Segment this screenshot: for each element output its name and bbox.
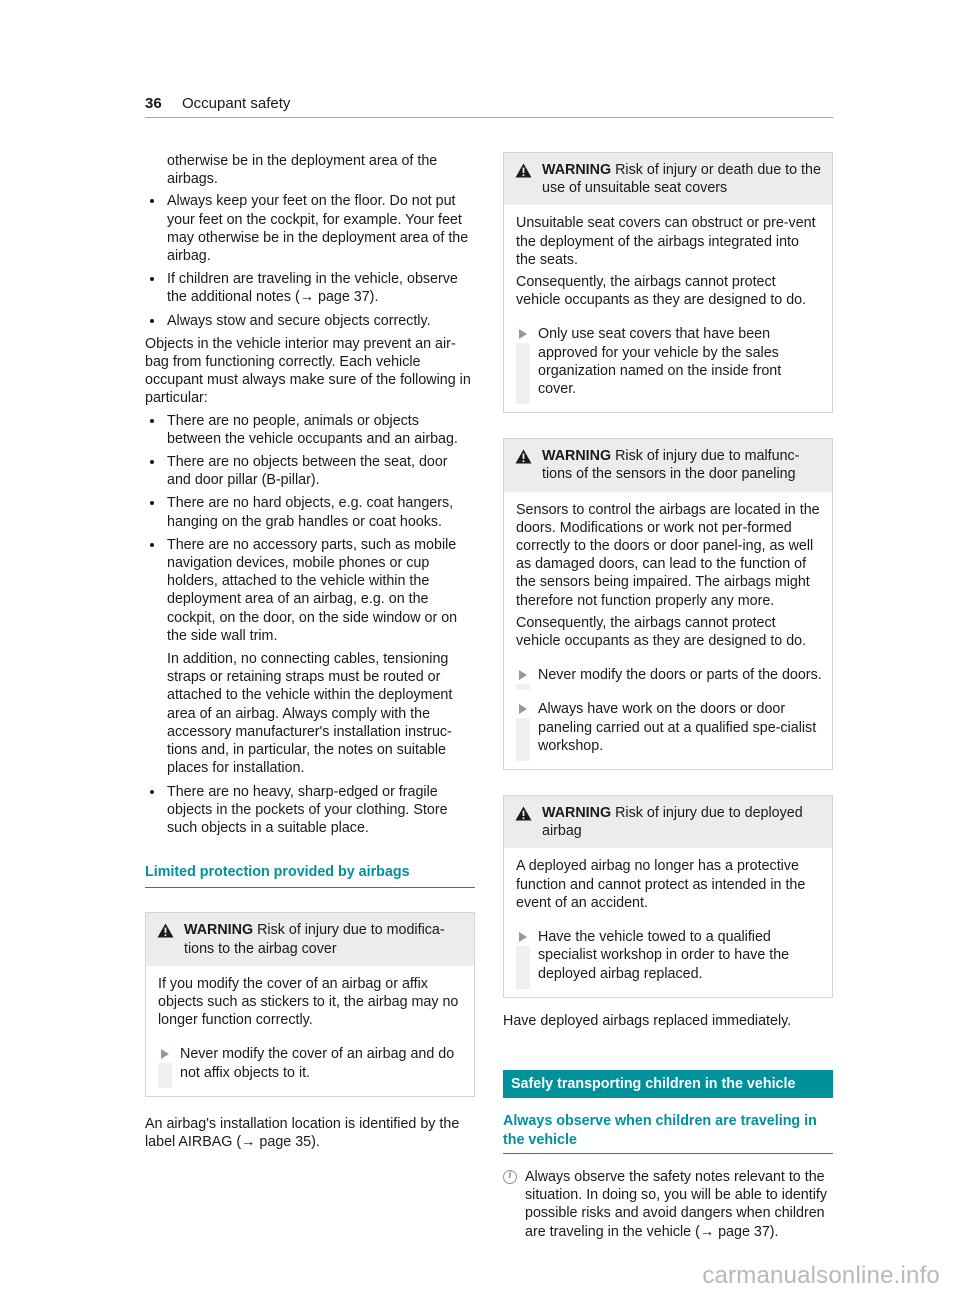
warning-box-door-sensors bbox=[503, 438, 833, 770]
bullet-icon bbox=[150, 460, 154, 464]
paragraph: Objects in the vehicle interior may prevent an air-bag from functioning correctly. Each vehicle occupant must always make sure of the following in particular: bbox=[145, 335, 471, 407]
list-item-text: There are no hard objects, e.g. coat hangers, hanging on the grab handles or coat hooks. bbox=[167, 495, 454, 530]
action-step bbox=[516, 666, 822, 684]
warning-body bbox=[146, 966, 474, 1096]
info-note-icon: i bbox=[503, 1170, 517, 1184]
action-arrow-icon bbox=[519, 329, 527, 339]
warning-box-deployed-airbag bbox=[503, 795, 833, 998]
list-item bbox=[145, 453, 475, 489]
warning-body bbox=[504, 848, 832, 996]
action-step bbox=[158, 1045, 464, 1081]
section-banner: Safely transporting children in the vehicle bbox=[503, 1070, 833, 1098]
header-divider bbox=[145, 117, 833, 118]
bullet-icon bbox=[150, 501, 154, 505]
page-header bbox=[145, 95, 833, 119]
warning-text: A deployed airbag no longer has a protective function and cannot protect as intended in the event of an accident. bbox=[516, 858, 806, 911]
warning-text: Consequently, the airbags cannot protect vehicle occupants as they are designed to do. bbox=[516, 274, 807, 309]
warning-header bbox=[504, 439, 832, 491]
warning-label: WARNING bbox=[542, 448, 612, 465]
bullet-list-2 bbox=[145, 412, 475, 837]
paragraph: An airbag's installation location is identified by the label AIRBAG (→ page 35). bbox=[145, 1115, 460, 1150]
warning-text: Consequently, the airbags cannot protect vehicle occupants as they are designed to do. bbox=[516, 614, 807, 650]
list-item bbox=[145, 270, 475, 306]
action-bar bbox=[516, 718, 530, 761]
list-item-extra-text: In addition, no connecting cables, tensioning straps or retaining straps must be routed or attached to the vehicle within the deployment area of an airbag. Always comply with the accessory manufacturer's installation instruc-tions and, in particular, the notes on suitable places for installation. bbox=[167, 651, 453, 777]
warning-label: WARNING bbox=[542, 162, 612, 178]
bullet-icon bbox=[150, 790, 154, 794]
bullet-icon bbox=[150, 319, 154, 323]
list-item bbox=[145, 536, 475, 778]
warning-text: If you modify the cover of an airbag or affix objects such as stickers to it, the airbag may no longer function correctly. bbox=[158, 975, 459, 1029]
bullet-icon bbox=[150, 199, 154, 203]
warning-text: Unsuitable seat covers can obstruct or pre-vent the deployment of the airbags integrated into the seats. bbox=[516, 215, 816, 268]
list-item-text: There are no objects between the seat, door and door pillar (B-pillar). bbox=[167, 454, 448, 489]
bullet-list-1 bbox=[145, 192, 475, 329]
action-bar bbox=[516, 343, 530, 404]
action-bar bbox=[158, 1063, 172, 1087]
right-column bbox=[503, 152, 833, 1241]
warning-title: Risk of injury due to modifica-tions to the airbag cover bbox=[184, 922, 445, 957]
page-number: 36 bbox=[145, 95, 162, 112]
action-text: Never modify the doors or parts of the doors. bbox=[538, 667, 822, 684]
action-arrow-icon bbox=[161, 1049, 169, 1059]
warning-title: Risk of injury due to malfunc-tions of the sensors in the door paneling bbox=[542, 448, 800, 483]
action-arrow-icon bbox=[519, 704, 527, 714]
paragraph: Have deployed airbags replaced immediately. bbox=[503, 1012, 792, 1029]
section-title: Limited protection provided by airbags bbox=[145, 863, 475, 888]
warning-title: Risk of injury or death due to the use of unsuitable seat covers bbox=[542, 162, 821, 197]
continuation-text: otherwise be in the deployment area of the airbags. bbox=[167, 153, 438, 188]
action-arrow-icon bbox=[519, 670, 527, 680]
warning-body bbox=[504, 205, 832, 412]
left-column bbox=[145, 152, 475, 1155]
action-text: Only use seat covers that have been approved for your vehicle by the sales organization named on the inside front cover. bbox=[538, 326, 782, 398]
bullet-icon bbox=[150, 543, 154, 547]
note-text: Always observe the safety notes relevant to the situation. In doing so, you will be able to identify possible risks and avoid dangers when children are traveling in the vehicle (→ page 37). bbox=[525, 1168, 828, 1240]
bullet-icon bbox=[150, 419, 154, 423]
warning-triangle-icon bbox=[515, 806, 532, 821]
list-item-text: There are no heavy, sharp-edged or fragile objects in the pockets of your clothing. Store such objects in a suitable place. bbox=[167, 783, 448, 836]
list-item-text: There are no accessory parts, such as mobile navigation devices, mobile phones or cup holders, attached to the vehicle within the deployment area of an airbag, e.g. on the cockpit, on the door, on the side window or on the side wall trim. bbox=[167, 536, 458, 644]
list-item bbox=[145, 783, 475, 838]
warning-body bbox=[504, 492, 832, 769]
bullet-icon bbox=[150, 277, 154, 281]
warning-header bbox=[146, 913, 474, 965]
warning-header bbox=[504, 153, 832, 205]
warning-label: WARNING bbox=[184, 922, 254, 939]
action-step bbox=[516, 325, 822, 398]
subsection-title: Always observe when children are traveling in the vehicle bbox=[503, 1112, 833, 1154]
watermark: carmanualsonline.info bbox=[702, 1262, 940, 1289]
warning-label: WARNING bbox=[542, 805, 612, 822]
action-step bbox=[516, 928, 822, 983]
action-text: Never modify the cover of an airbag and do not affix objects to it. bbox=[180, 1046, 455, 1081]
list-item-text: If children are traveling in the vehicle, observe the additional notes (→ page 37). bbox=[167, 271, 458, 306]
action-text: Have the vehicle towed to a qualified specialist workshop in order to have the deployed airbag replaced. bbox=[538, 929, 790, 982]
action-text: Always have work on the doors or door paneling carried out at a qualified spe-cialist workshop. bbox=[538, 701, 817, 754]
warning-text: Sensors to control the airbags are located in the doors. Modifications or work not per-formed correctly to the doors or door panel-ing, as well as damaged doors, can lead to the function of the sensors being impaired. The airbags might therefore not function properly any more. bbox=[516, 501, 820, 609]
note bbox=[503, 1168, 833, 1241]
warning-triangle-icon bbox=[515, 449, 532, 464]
list-item-text: Always keep your feet on the floor. Do not put your feet on the cockpit, for example. Your feet may otherwise be in the deployment area of the airbag. bbox=[167, 193, 469, 265]
list-item bbox=[145, 192, 475, 265]
list-item-text: There are no people, animals or objects between the vehicle occupants and an airbag. bbox=[167, 412, 458, 447]
warning-triangle-icon bbox=[157, 923, 174, 938]
action-bar bbox=[516, 946, 530, 989]
list-item bbox=[145, 412, 475, 448]
page-section-title: Occupant safety bbox=[182, 95, 291, 112]
list-item bbox=[145, 312, 475, 330]
warning-box-seat-covers bbox=[503, 152, 833, 413]
warning-triangle-icon bbox=[515, 163, 532, 178]
warning-box-modify bbox=[145, 912, 475, 1096]
warning-title: Risk of injury due to deployed airbag bbox=[542, 805, 803, 840]
action-bar bbox=[516, 684, 530, 690]
list-item-text: Always stow and secure objects correctly. bbox=[167, 312, 431, 329]
list-item bbox=[145, 494, 475, 530]
action-step bbox=[516, 700, 822, 755]
warning-header bbox=[504, 796, 832, 848]
action-arrow-icon bbox=[519, 932, 527, 942]
